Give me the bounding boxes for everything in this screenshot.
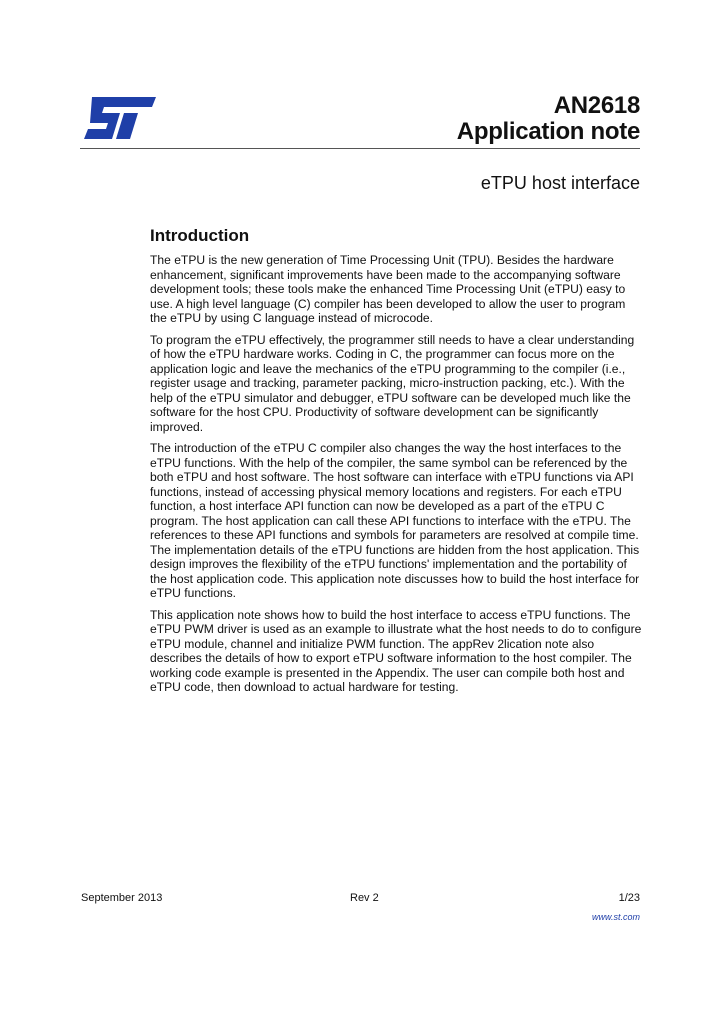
website-link[interactable]: www.st.com bbox=[591, 912, 640, 922]
document-id: AN2618 bbox=[553, 92, 640, 119]
body-text bbox=[150, 253, 642, 702]
paragraph: The introduction of the eTPU C compiler also changes the way the host interfaces to the eTPU functions. With the help of the compiler, the same symbol can be referenced by the both eTPU and host software. The host software can interface with eTPU functions via API functions, instead of accessing physical memory locations and registers. For each eTPU function, a host interface API function can now be developed as a part of the eTPU C program. The host application can call these API functions to interface with the eTPU. The references to these API functions and symbols for parameters are resolved at compile time. The implementation details of the eTPU functions are hidden from the host application. This design improves the flexibility of the eTPU functions' implementation and the portability of the host application code. This application note discusses how to build the host interface for eTPU functions. bbox=[150, 441, 640, 600]
document-type: Application note bbox=[456, 118, 640, 145]
header-rule bbox=[80, 148, 640, 149]
footer-page-number: 1/23 bbox=[618, 892, 640, 904]
section-heading: Introduction bbox=[150, 226, 250, 245]
paragraph: The eTPU is the new generation of Time Processing Unit (TPU). Besides the hardware enhancement, significant improvements have been made to the accompanying software development tools; these tools make the enhanced Time Processing Unit (eTPU) easy to use. A high level language (C) compiler has been developed to allow the user to program the eTPU by using C language instead of microcode. bbox=[150, 253, 626, 325]
footer-date: September 2013 bbox=[81, 892, 163, 904]
footer-revision: Rev 2 bbox=[350, 892, 379, 904]
paragraph: To program the eTPU effectively, the programmer still needs to have a clear understanding of how the eTPU hardware works. Coding in C, the programmer can focus more on the application logic and leave the mechanics of the eTPU programming to the compiler (i.e., register usage and tracking, parameter packing, micro-instruction packing, etc.). With the help of the eTPU simulator and debugger, eTPU software can be developed much like the software for the host CPU. Productivity of software development can be significantly improved. bbox=[150, 332, 635, 434]
paragraph: This application note shows how to build the host interface to access eTPU functions. The eTPU PWM driver is used as an example to illustrate what the host needs to do to configure eTPU module, channel and initialize PWM function. The appRev 2lication note also describes the details of how to export eTPU software information to the host compiler. The working code example is presented in the Appendix. The user can compile both host and eTPU code, then download to actual hardware for testing. bbox=[150, 607, 642, 694]
st-logo bbox=[82, 95, 158, 141]
document-subtitle: eTPU host interface bbox=[480, 173, 640, 193]
